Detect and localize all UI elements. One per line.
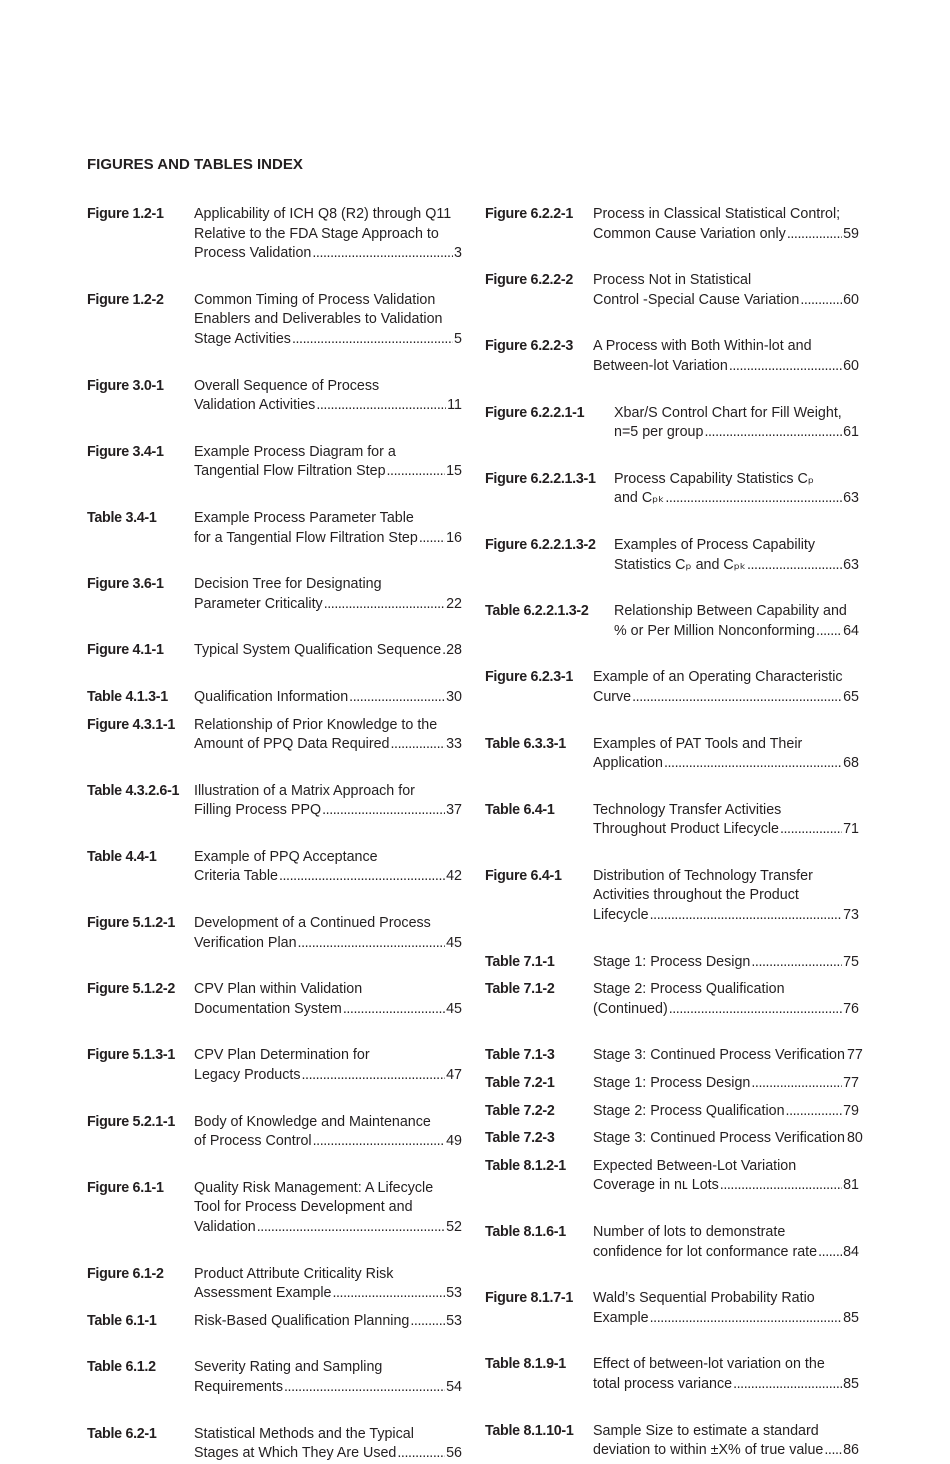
- index-entry[interactable]: [485, 337, 859, 376]
- entry-title-line: Relationship of Prior Knowledge to the: [194, 716, 438, 733]
- entry-title-line: % or Per Million Nonconforming: [614, 622, 816, 639]
- page-number: 86: [843, 1442, 859, 1459]
- page-number: 85: [843, 1309, 859, 1326]
- entry-title-line: Examples of Process Capability: [614, 536, 816, 553]
- index-entry[interactable]: [485, 470, 859, 509]
- index-entry[interactable]: [87, 1358, 462, 1397]
- entry-label: Figure 6.1-2: [87, 1265, 164, 1282]
- entry-title-line: Coverage in nʟ Lots: [593, 1177, 719, 1194]
- page-number: 73: [843, 907, 859, 924]
- entry-label: Figure 1.2-2: [87, 291, 164, 308]
- entry-title-line: and Cₚₖ: [614, 490, 665, 507]
- index-entry[interactable]: [485, 1355, 859, 1394]
- index-column-left: [87, 205, 462, 1464]
- page-number: 76: [843, 1000, 859, 1017]
- dot-leader: [720, 1176, 842, 1196]
- entry-title-line: Lifecycle: [593, 907, 649, 924]
- dot-leader: [419, 529, 445, 549]
- dot-leader: [316, 396, 446, 416]
- page-number: 75: [843, 953, 859, 970]
- entry-label: Table 8.1.9-1: [485, 1356, 566, 1373]
- index-entry[interactable]: [87, 1265, 462, 1304]
- entry-title-line: Sample Size to estimate a standard: [593, 1422, 819, 1439]
- entry-title-line: Throughout Product Lifecycle: [593, 821, 779, 838]
- entry-title-line: Activities throughout the Product: [593, 887, 799, 904]
- index-entry[interactable]: [485, 980, 859, 1019]
- entry-title-line: A Process with Both Within-lot and: [593, 338, 812, 355]
- entry-title-line: Process Capability Statistics Cₚ: [614, 470, 814, 487]
- entry-title-line: Stage 1: Process Design: [593, 1075, 751, 1092]
- entry-title-line: Assessment Example: [194, 1285, 332, 1302]
- entry-title-line: Common Timing of Process Validation: [194, 291, 436, 308]
- entry-title-line: Tool for Process Development and: [194, 1199, 413, 1216]
- entry-label: Figure 3.4-1: [87, 443, 164, 460]
- index-entry[interactable]: [485, 953, 859, 973]
- page-number: 59: [843, 225, 859, 242]
- dot-leader: [650, 906, 842, 926]
- dot-leader: [292, 330, 453, 350]
- entry-title-line: Application: [593, 755, 663, 772]
- entry-label: Figure 5.1.2-1: [87, 915, 175, 932]
- page-number: 63: [843, 490, 859, 507]
- index-entry[interactable]: [485, 1129, 863, 1149]
- entry-title-line: Stage 3: Continued Process Verification: [593, 1047, 845, 1064]
- page-number: 56: [446, 1445, 462, 1462]
- entry-title-line: Effect of between-lot variation on the: [593, 1356, 825, 1373]
- entry-title-line: Risk-Based Qualification Planning: [194, 1312, 410, 1329]
- page-number: 3: [454, 245, 462, 262]
- index-entry[interactable]: [87, 641, 462, 661]
- dot-leader: [332, 1284, 445, 1304]
- entry-label: Figure 5.1.3-1: [87, 1047, 175, 1064]
- page-title: FIGURES AND TABLES INDEX: [87, 156, 303, 173]
- index-entry[interactable]: [485, 1074, 859, 1094]
- dot-leader: [747, 556, 842, 576]
- dot-leader: [322, 801, 445, 821]
- entry-label: Figure 8.1.7-1: [485, 1290, 573, 1307]
- page-number: 22: [446, 595, 462, 612]
- dot-leader: [349, 688, 445, 708]
- dot-leader: [729, 357, 842, 377]
- dot-leader: [786, 1102, 843, 1122]
- entry-label: Table 6.2.2.1.3-2: [485, 603, 589, 620]
- entry-title-line: Filling Process PPQ: [194, 802, 322, 819]
- page-number: 54: [446, 1378, 462, 1395]
- entry-label: Figure 3.0-1: [87, 377, 164, 394]
- entry-title-line: Decision Tree for Designating: [194, 576, 382, 593]
- entry-label: Table 8.1.2-1: [485, 1157, 566, 1174]
- entry-title-line: Statistics Cₚ and Cₚₖ: [614, 556, 746, 573]
- dot-leader: [824, 1441, 842, 1461]
- entry-title-line: Documentation System: [194, 1000, 342, 1017]
- index-entry[interactable]: [485, 1157, 859, 1196]
- entry-label: Figure 6.2.2-1: [485, 206, 573, 222]
- index-entry[interactable]: [485, 1422, 859, 1461]
- page-number: 15: [446, 463, 462, 480]
- index-entry[interactable]: [485, 735, 859, 774]
- entry-title-line: Stages at Which They Are Used: [194, 1445, 397, 1462]
- index-entry[interactable]: [87, 509, 462, 548]
- entry-label: Table 4.1.3-1: [87, 688, 168, 705]
- entry-label: Table 8.1.10-1: [485, 1422, 574, 1439]
- page-number: 16: [446, 529, 462, 546]
- entry-label: Figure 6.2.3-1: [485, 669, 573, 686]
- page-number: 63: [843, 556, 859, 573]
- index-entry[interactable]: [485, 205, 859, 244]
- entry-label: Figure 4.1-1: [87, 642, 164, 659]
- index-entry[interactable]: [87, 1113, 462, 1152]
- page-number: 85: [843, 1375, 859, 1392]
- index-entry[interactable]: [87, 980, 462, 1019]
- dot-leader: [343, 1000, 445, 1020]
- entry-label: Table 6.4-1: [485, 801, 555, 818]
- entry-title-line: Technology Transfer Activities: [593, 801, 782, 818]
- entry-title-line: Process in Classical Statistical Control;: [593, 206, 841, 222]
- entry-title-line: Typical System Qualification Sequence: [194, 642, 442, 659]
- page-number: 71: [843, 821, 859, 838]
- entry-label: Figure 6.2.2.1.3-1: [485, 470, 596, 487]
- entry-title-line: of Process Control: [194, 1133, 312, 1150]
- entry-label: Table 7.1-3: [485, 1047, 555, 1064]
- entry-title-line: CPV Plan Determination for: [194, 1047, 370, 1064]
- dot-leader: [800, 291, 842, 311]
- entry-label: Table 7.2-1: [485, 1075, 555, 1092]
- page-number: 60: [843, 357, 859, 374]
- entry-label: Table 7.2-3: [485, 1130, 555, 1147]
- entry-title-line: Curve: [593, 688, 632, 705]
- dot-leader: [391, 735, 446, 755]
- page-number: 28: [446, 642, 462, 659]
- entry-title-line: Product Attribute Criticality Risk: [194, 1265, 394, 1282]
- dot-leader: [324, 595, 445, 615]
- entry-title-line: (Continued): [593, 1000, 668, 1017]
- entry-title-line: Requirements: [194, 1378, 283, 1395]
- entry-title-line: Stage 2: Process Qualification: [593, 1102, 785, 1119]
- index-entry[interactable]: [485, 668, 859, 707]
- entry-label: Figure 6.2.2.1.3-2: [485, 536, 596, 553]
- entry-label: Table 6.2-1: [87, 1425, 157, 1442]
- entry-label: Figure 6.2.2-2: [485, 272, 573, 289]
- entry-title-line: Qualification Information: [194, 688, 349, 705]
- entry-title-line: Enablers and Deliverables to Validation: [194, 311, 443, 328]
- page-number: 84: [843, 1243, 859, 1260]
- entry-title-line: Stage Activities: [194, 330, 291, 347]
- entry-label: Table 7.1-1: [485, 953, 555, 970]
- entry-title-line: Example: [593, 1309, 649, 1326]
- dot-leader: [818, 1243, 842, 1263]
- dot-leader: [279, 867, 445, 887]
- entry-title-line: Example Process Diagram for a: [194, 443, 396, 460]
- entry-title-line: Tangential Flow Filtration Step: [194, 463, 386, 480]
- index-entry[interactable]: [485, 801, 859, 840]
- entry-label: Figure 5.2.1-1: [87, 1113, 175, 1130]
- entry-label: Table 6.1-1: [87, 1312, 157, 1329]
- entry-title-line: Expected Between-Lot Variation: [593, 1157, 797, 1174]
- dot-leader: [751, 1074, 842, 1094]
- index-entry[interactable]: [485, 536, 859, 575]
- page-number: 5: [454, 330, 462, 347]
- dot-leader: [410, 1312, 445, 1332]
- index-entry[interactable]: [87, 914, 462, 953]
- entry-title-line: Quality Risk Management: A Lifecycle: [194, 1179, 434, 1196]
- entry-title-line: Number of lots to demonstrate: [593, 1224, 786, 1240]
- index-entry[interactable]: [485, 404, 859, 443]
- entry-label: Figure 4.3.1-1: [87, 716, 175, 733]
- index-entry[interactable]: [485, 271, 859, 310]
- entry-label: Table 4.3.2.6-1: [87, 782, 180, 799]
- index-entry[interactable]: [87, 688, 462, 708]
- entry-title-line: Common Cause Variation only: [593, 225, 786, 242]
- entry-title-line: Wald’s Sequential Probability Ratio: [593, 1290, 815, 1307]
- dot-leader: [397, 1444, 445, 1464]
- page-number: 49: [446, 1133, 462, 1150]
- page-number: 30: [446, 688, 462, 705]
- entry-label: Figure 5.1.2-2: [87, 981, 175, 998]
- dot-leader: [387, 462, 446, 482]
- entry-title-line: Example of PPQ Acceptance: [194, 848, 378, 865]
- entry-title-line: CPV Plan within Validation: [194, 981, 363, 998]
- page-number: 47: [446, 1067, 462, 1084]
- entry-label: Table 8.1.6-1: [485, 1224, 566, 1240]
- entry-label: Figure 6.2.2-3: [485, 338, 573, 355]
- entry-title-line: Amount of PPQ Data Required: [194, 736, 390, 753]
- index-entry[interactable]: [87, 205, 462, 264]
- index-entry[interactable]: [87, 716, 462, 755]
- entry-title-line: n=5 per group: [614, 424, 704, 441]
- entry-title-line: Example of an Operating Characteristic: [593, 669, 843, 686]
- index-entry[interactable]: [485, 1102, 859, 1122]
- page-number: 79: [843, 1102, 859, 1119]
- page-number: 45: [446, 1000, 462, 1017]
- entry-title-line: Severity Rating and Sampling: [194, 1359, 383, 1376]
- page-number: 11: [447, 397, 462, 414]
- entry-label: Figure 1.2-1: [87, 206, 164, 222]
- page-number: 45: [446, 934, 462, 951]
- entry-title-line: Stage 1: Process Design: [593, 953, 751, 970]
- entry-title-line: confidence for lot conformance rate: [593, 1243, 818, 1260]
- index-entry[interactable]: [87, 1046, 462, 1085]
- entry-title-line: Development of a Continued Process: [194, 915, 431, 932]
- dot-leader: [442, 641, 445, 661]
- index-entry[interactable]: [87, 575, 462, 614]
- entry-title-line: Examples of PAT Tools and Their: [593, 735, 803, 752]
- page-number: 68: [843, 755, 859, 772]
- entry-title-line: Process Not in Statistical: [593, 272, 752, 289]
- dot-leader: [313, 1132, 445, 1152]
- index-entry[interactable]: [485, 867, 859, 926]
- entry-title-line: Example Process Parameter Table: [194, 509, 414, 526]
- entry-label: Figure 6.4-1: [485, 867, 562, 884]
- entry-title-line: Parameter Criticality: [194, 595, 323, 612]
- entry-title-line: Relationship Between Capability and: [614, 603, 847, 620]
- entry-title-line: Criteria Table: [194, 868, 278, 885]
- dot-leader: [650, 1309, 842, 1329]
- entry-title-line: Stage 3: Continued Process Verification: [593, 1130, 845, 1147]
- page-number: 37: [446, 802, 462, 819]
- dot-leader: [284, 1378, 445, 1398]
- page-number: 53: [446, 1312, 462, 1329]
- dot-leader: [816, 622, 842, 642]
- entry-title-line: Legacy Products: [194, 1067, 301, 1084]
- index-entry[interactable]: [87, 1312, 462, 1332]
- entry-label: Figure 6.2.2.1-1: [485, 404, 585, 421]
- entry-title-line: Stage 2: Process Qualification: [593, 981, 785, 998]
- page-number: 65: [843, 688, 859, 705]
- entry-title-line: Applicability of ICH Q8 (R2) through Q11: [194, 206, 452, 222]
- page-number: 77: [846, 1047, 863, 1064]
- entry-title-line: Relative to the FDA Stage Approach to: [194, 225, 439, 242]
- index-entry[interactable]: [485, 1223, 859, 1262]
- entry-label: Figure 6.1-1: [87, 1179, 164, 1196]
- index-entry[interactable]: [87, 1179, 462, 1238]
- index-entry[interactable]: [87, 377, 462, 416]
- dot-leader: [787, 225, 842, 245]
- page-number: 60: [843, 291, 859, 308]
- entry-label: Table 7.1-2: [485, 981, 555, 998]
- entry-title-line: Validation: [194, 1219, 256, 1235]
- index-column-right: [485, 205, 863, 1461]
- entry-label: Table 4.4-1: [87, 848, 157, 865]
- entry-title-line: Body of Knowledge and Maintenance: [194, 1113, 431, 1130]
- entry-title-line: total process variance: [593, 1375, 733, 1392]
- entry-title-line: deviation to within ±X% of true value: [593, 1442, 824, 1459]
- dot-leader: [751, 953, 842, 973]
- index-entry[interactable]: [485, 1289, 859, 1328]
- page-number: 53: [446, 1285, 462, 1302]
- dot-leader: [257, 1218, 445, 1238]
- index-entry[interactable]: [87, 782, 462, 821]
- dot-leader: [312, 244, 453, 264]
- entry-label: Table 6.3.3-1: [485, 735, 566, 752]
- index-entry[interactable]: [87, 1425, 462, 1464]
- dot-leader: [733, 1375, 842, 1395]
- entry-title-line: Distribution of Technology Transfer: [593, 867, 813, 884]
- dot-leader: [298, 934, 446, 954]
- index-entry[interactable]: [87, 291, 462, 350]
- page-number: 80: [846, 1130, 863, 1147]
- entry-label: Table 6.1.2: [87, 1359, 156, 1376]
- dot-leader: [704, 423, 842, 443]
- entry-title-line: Validation Activities: [194, 397, 316, 414]
- index-entry[interactable]: [87, 443, 462, 482]
- entry-title-line: Xbar/S Control Chart for Fill Weight,: [614, 404, 842, 421]
- dot-leader: [665, 489, 842, 509]
- index-entry[interactable]: [87, 848, 462, 887]
- dot-leader: [664, 754, 842, 774]
- index-entry[interactable]: [485, 602, 859, 641]
- entry-title-line: Control -Special Cause Variation: [593, 291, 800, 308]
- page-number: 64: [843, 622, 859, 639]
- entry-title-line: Between-lot Variation: [593, 357, 728, 374]
- page-number: 81: [843, 1177, 859, 1194]
- page-number: 33: [446, 736, 462, 753]
- dot-leader: [632, 688, 842, 708]
- entry-title-line: Illustration of a Matrix Approach for: [194, 782, 415, 799]
- dot-leader: [302, 1066, 446, 1086]
- page-number: 52: [446, 1219, 462, 1235]
- entry-label: Table 3.4-1: [87, 509, 157, 526]
- entry-label: Table 7.2-2: [485, 1102, 555, 1119]
- entry-title-line: Overall Sequence of Process: [194, 377, 380, 394]
- dot-leader: [669, 1000, 842, 1020]
- entry-title-line: Process Validation: [194, 245, 312, 262]
- page-number: 61: [843, 424, 859, 441]
- entry-label: Figure 3.6-1: [87, 576, 164, 593]
- index-entry[interactable]: [485, 1046, 863, 1066]
- entry-title-line: for a Tangential Flow Filtration Step: [194, 529, 418, 546]
- page-number: 42: [446, 868, 462, 885]
- page-number: 77: [843, 1075, 859, 1092]
- entry-title-line: Statistical Methods and the Typical: [194, 1425, 414, 1442]
- dot-leader: [780, 820, 842, 840]
- entry-title-line: Verification Plan: [194, 934, 297, 951]
